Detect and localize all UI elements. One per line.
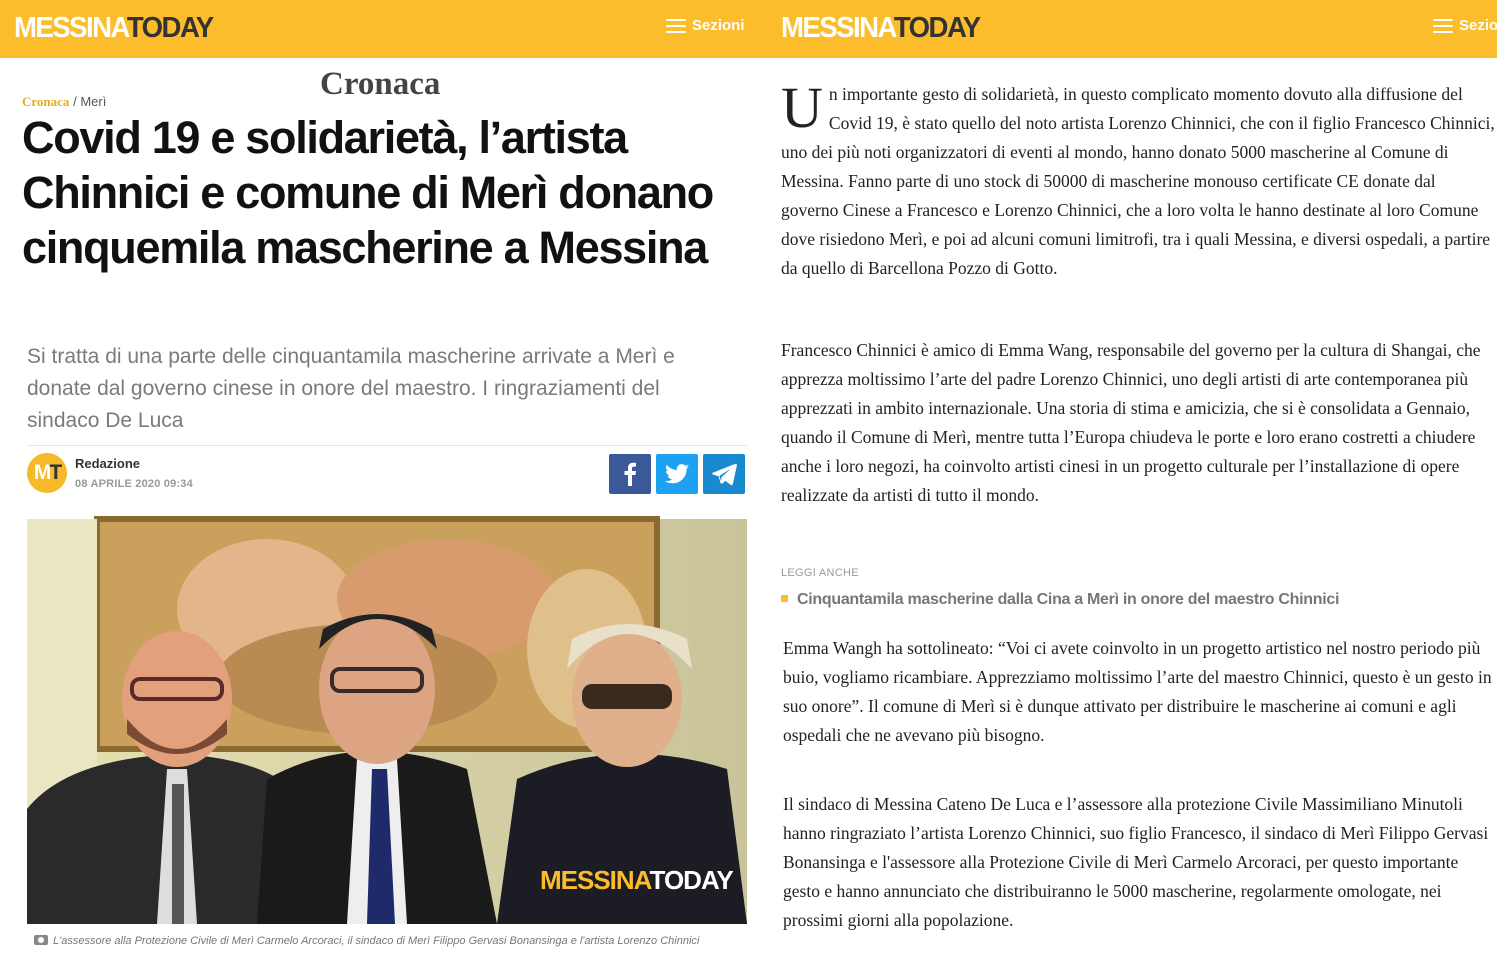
facebook-icon	[623, 462, 637, 486]
sections-menu-label-right: Sezioni	[1459, 17, 1512, 34]
breadcrumb	[22, 94, 106, 110]
related-article-link[interactable]: Cinquantamila mascherine dalla Cina a Merì in onore del maestro Chinnici	[781, 591, 1339, 609]
hamburger-icon	[666, 19, 686, 33]
logo-part2: TODAY	[126, 12, 213, 44]
paragraph-1-text: n importante gesto di solidarietà, in questo complicato momento dovuto alla diffusione del Covid 19, è stato quello del noto artista Lorenzo Chinnici, che con il figlio Francesco Chinnici, uno dei più noti organizzatori di eventi al mondo, hanno donato 5000 mascherine al Comune di Messina. Fanno parte di uno stock di 50000 di mascherine monouso certificate CE donate dal governo Cinese a Francesco e Lorenzo Chinnici, che a loro volta le hanno destinate al loro Comune dove risiedono Merì, e poi ad alcuni comuni limitrofi, tra i quali Messina, e diversi ospedali, a partire da quello di Barcellona Pozzo di Gotto.	[781, 84, 1495, 278]
telegram-share-button[interactable]	[703, 454, 745, 494]
messinatoday-logo-right[interactable]	[781, 12, 980, 44]
messinatoday-logo[interactable]	[14, 12, 213, 44]
article-headline: Covid 19 e solidarietà, l’artista Chinnici e comune di Merì donano cinquemila mascherine a Messina	[22, 112, 713, 273]
logo-right-part2: TODAY	[893, 12, 980, 44]
article-body-panel	[767, 0, 1512, 974]
article-paragraph-1	[781, 75, 1496, 283]
article-paragraph-4: Il sindaco di Messina Cateno De Luca e l’assessore alla protezione Civile Massimiliano Minutoli hanno ringraziato l’artista Lorenzo Chinnici, suo figlio Francesco, il sindaco di Merì Filippo Gervasi Bonansinga e l'assessore alla Protezione Civile di Merì Carmelo Arcoraci, per questo importante gesto e hanno annunciato che distribuiranno le 5000 mascherine, regolarmente omologate, nei prossimi giorni alla popolazione.	[783, 794, 1489, 930]
avatar-letter2: T	[49, 461, 61, 484]
article-subtitle: Si tratta di una parte delle cinquantamila mascherine arrivate a Merì e donate dal governo cinese in onore del maestro. I ringraziamenti del sindaco De Luca	[27, 345, 675, 432]
sections-menu-label: Sezioni	[692, 17, 745, 34]
article-paragraph-3: Emma Wangh ha sottolineato: “Voi ci avete coinvolto in un progetto artistico nel nostro periodo più buio, vogliamo ricambiare. Apprezziamo moltissimo l’arte del maestro Chinnici, questo è un gesto in suo onore”. Il comune di Merì si è dunque attivato per distribuire le mascherine ai comuni e agli ospedali che ne avevano più bisogno.	[783, 638, 1492, 745]
publish-date: 08 APRILE 2020 09:34	[75, 478, 193, 490]
photo-watermark-part1: MESSINA	[540, 865, 650, 895]
logo-right-part1: MESSINA	[781, 12, 894, 44]
top-bar-right	[767, 0, 1512, 58]
photo-caption	[34, 933, 734, 950]
hamburger-icon	[1433, 19, 1453, 33]
read-also-label: LEGGI ANCHE	[781, 567, 859, 579]
twitter-icon	[665, 464, 689, 484]
photo-watermark-part2: TODAY	[649, 865, 733, 895]
breadcrumb-category[interactable]: Cronaca	[22, 94, 70, 109]
author-name[interactable]: Redazione	[75, 456, 141, 471]
section-title: Cronaca	[320, 66, 441, 102]
author-avatar	[27, 453, 67, 493]
svg-text:MESSINATODAY	[540, 865, 733, 895]
article-photo	[27, 519, 747, 924]
breadcrumb-location[interactable]: Merì	[80, 94, 107, 109]
telegram-icon	[712, 463, 736, 485]
sections-menu-button-right[interactable]	[1433, 17, 1512, 34]
twitter-share-button[interactable]	[656, 454, 698, 494]
drop-cap: U	[781, 75, 823, 140]
top-bar	[0, 0, 767, 58]
avatar-letter1: M	[33, 461, 50, 484]
camera-icon	[34, 935, 48, 945]
breadcrumb-separator: /	[73, 94, 77, 109]
sections-menu-button[interactable]	[666, 17, 745, 34]
article-paragraph-2: Francesco Chinnici è amico di Emma Wang, responsabile del governo per la cultura di Shangai, che apprezza moltissimo l’arte del padre Lorenzo Chinnici, uno degli artisti di arte contemporanea più apprezzati in ambito internazionale. Una storia di stima e amicizia, che si è consolidata a Gennaio, quando il Comune di Merì, mentre tutta l’Europa chiudeva le porte e loro erano costretti a chiudere anche i loro negozi, ha coinvolto artisti cinesi in un progetto culturale per l’installazione di opere realizzate da artisti di tutto il mondo.	[781, 340, 1481, 505]
divider	[27, 445, 747, 446]
photo-illustration	[27, 519, 747, 924]
photo-caption-text: L'assessore alla Protezione Civile di Merì Carmelo Arcoraci, il sindaco di Merì Filippo Gervasi Bonansinga e l'artista Lorenzo Chinnici	[53, 935, 700, 947]
logo-part1: MESSINA	[14, 12, 127, 44]
facebook-share-button[interactable]	[609, 454, 651, 494]
